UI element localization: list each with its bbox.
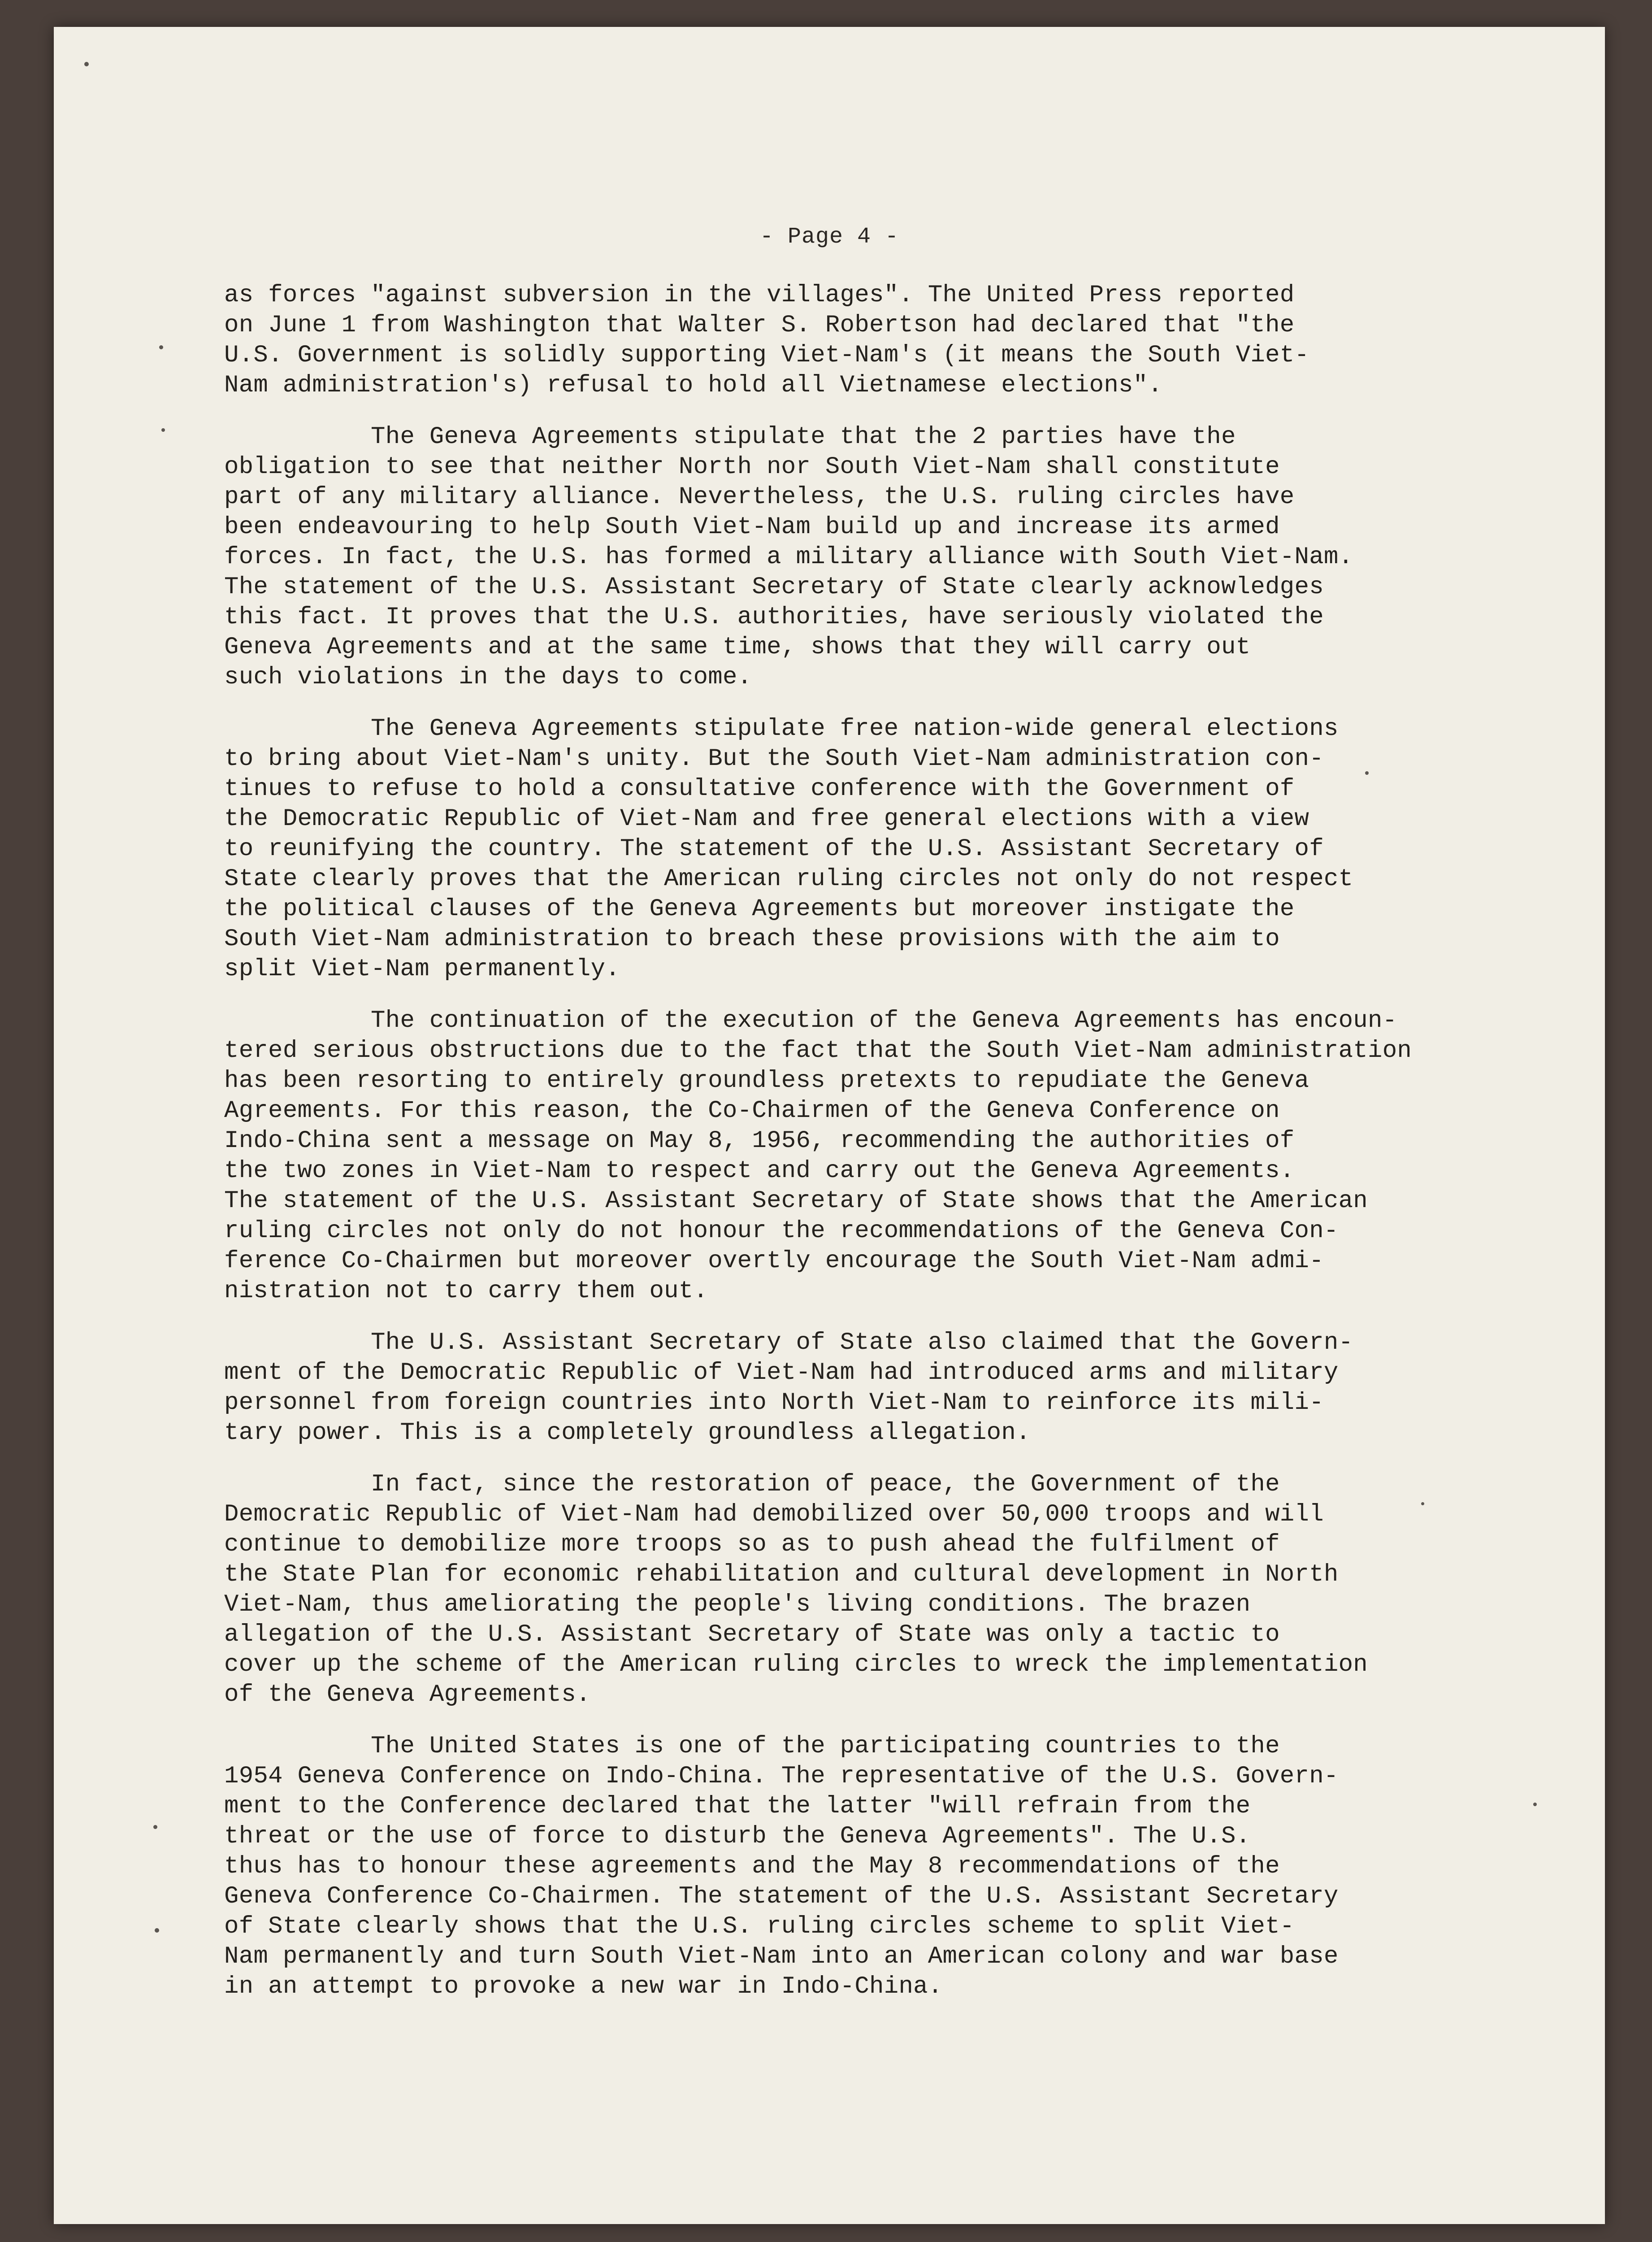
text-line: part of any military alliance. Nevertheless, the U.S. ruling circles have	[224, 483, 1295, 511]
text-line: allegation of the U.S. Assistant Secretary of State was only a tactic to	[224, 1621, 1280, 1648]
text-line: nistration not to carry them out.	[224, 1277, 708, 1305]
paragraph	[224, 1731, 1444, 2002]
text-line: the State Plan for economic rehabilitation and cultural development in North	[224, 1561, 1339, 1588]
text-line: of the Geneva Agreements.	[224, 1681, 591, 1708]
text-line: The statement of the U.S. Assistant Secretary of State shows that the American	[224, 1187, 1368, 1215]
text-line: Nam administration's) refusal to hold all Vietnamese elections".	[224, 372, 1163, 399]
text-line: as forces "against subversion in the villages". The United Press reported	[224, 282, 1295, 309]
paper-speck	[1421, 1502, 1424, 1505]
text-line: has been resorting to entirely groundless pretexts to repudiate the Geneva	[224, 1067, 1309, 1095]
paper-speck	[1365, 771, 1369, 775]
text-line: ment to the Conference declared that the latter "will refrain from the	[224, 1793, 1251, 1820]
text-line: this fact. It proves that the U.S. authorities, have seriously violated the	[224, 604, 1324, 631]
text-line: to reunifying the country. The statement of the U.S. Assistant Secretary of	[224, 835, 1324, 863]
text-line: ruling circles not only do not honour the recommendations of the Geneva Con-	[224, 1217, 1339, 1245]
text-line: tary power. This is a completely groundless allegation.	[224, 1419, 1031, 1447]
text-line: Geneva Agreements and at the same time, shows that they will carry out	[224, 634, 1251, 661]
text-line: Geneva Conference Co-Chairmen. The statement of the U.S. Assistant Secretary	[224, 1883, 1339, 1910]
text-line: The United States is one of the participating countries to the	[224, 1733, 1280, 1760]
page-number: - Page 4 -	[759, 224, 899, 250]
text-line: ference Co-Chairmen but moreover overtly encourage the South Viet-Nam admi-	[224, 1247, 1324, 1275]
text-line: been endeavouring to help South Viet-Nam build up and increase its armed	[224, 513, 1280, 541]
text-line: personnel from foreign countries into North Viet-Nam to reinforce its mili-	[224, 1389, 1324, 1416]
paper-speck	[153, 1825, 157, 1829]
text-line: The Geneva Agreements stipulate that the 2 parties have the	[224, 423, 1236, 451]
text-line: State clearly proves that the American ruling circles not only do not respect	[224, 865, 1353, 893]
paper-speck	[159, 345, 163, 349]
paragraph	[224, 1469, 1444, 1710]
text-line: to bring about Viet-Nam's unity. But the South Viet-Nam administration con-	[224, 745, 1324, 773]
text-line: 1954 Geneva Conference on Indo-China. The representative of the U.S. Govern-	[224, 1763, 1339, 1790]
text-line: U.S. Government is solidly supporting Viet-Nam's (it means the South Viet-	[224, 342, 1309, 369]
paragraph	[224, 422, 1444, 692]
document-body	[224, 280, 1444, 2002]
text-line: the political clauses of the Geneva Agreements but moreover instigate the	[224, 895, 1295, 923]
text-line: the two zones in Viet-Nam to respect and carry out the Geneva Agreements.	[224, 1157, 1295, 1185]
paragraph	[224, 1006, 1444, 1306]
text-line: of State clearly shows that the U.S. ruling circles scheme to split Viet-	[224, 1913, 1295, 1940]
text-line: continue to demobilize more troops so as to push ahead the fulfilment of	[224, 1531, 1280, 1558]
text-line: Agreements. For this reason, the Co-Chairmen of the Geneva Conference on	[224, 1097, 1280, 1125]
paper-speck	[161, 428, 165, 432]
text-line: on June 1 from Washington that Walter S. Robertson had declared that "the	[224, 312, 1295, 339]
text-line: in an attempt to provoke a new war in Indo-China.	[224, 1973, 943, 2000]
paragraph	[224, 280, 1444, 400]
text-line: thus has to honour these agreements and the May 8 recommendations of the	[224, 1853, 1280, 1880]
text-line: tered serious obstructions due to the fact that the South Viet-Nam administration	[224, 1037, 1412, 1065]
text-line: South Viet-Nam administration to breach these provisions with the aim to	[224, 925, 1280, 953]
text-line: cover up the scheme of the American ruling circles to wreck the implementation	[224, 1651, 1368, 1678]
text-line: The U.S. Assistant Secretary of State also claimed that the Govern-	[224, 1329, 1353, 1356]
text-line: The Geneva Agreements stipulate free nation-wide general elections	[224, 715, 1339, 743]
paper-speck	[155, 1928, 159, 1933]
text-line: threat or the use of force to disturb the Geneva Agreements". The U.S.	[224, 1823, 1251, 1850]
text-line: tinues to refuse to hold a consultative conference with the Government of	[224, 775, 1295, 803]
text-line: Democratic Republic of Viet-Nam had demobilized over 50,000 troops and will	[224, 1501, 1324, 1528]
text-line: the Democratic Republic of Viet-Nam and free general elections with a view	[224, 805, 1309, 833]
text-line: Viet-Nam, thus ameliorating the people's living conditions. The brazen	[224, 1591, 1251, 1618]
text-line: obligation to see that neither North nor South Viet-Nam shall constitute	[224, 453, 1280, 481]
text-line: forces. In fact, the U.S. has formed a military alliance with South Viet-Nam.	[224, 543, 1353, 571]
text-line: Indo-China sent a message on May 8, 1956, recommending the authorities of	[224, 1127, 1295, 1155]
text-line: The statement of the U.S. Assistant Secretary of State clearly acknowledges	[224, 574, 1324, 601]
text-line: In fact, since the restoration of peace, the Government of the	[224, 1471, 1280, 1498]
text-line: such violations in the days to come.	[224, 664, 752, 691]
text-line: split Viet-Nam permanently.	[224, 956, 620, 983]
document-page	[54, 27, 1605, 2224]
paper-speck	[84, 62, 89, 66]
text-line: The continuation of the execution of the Geneva Agreements has encoun-	[224, 1007, 1397, 1034]
paragraph	[224, 1328, 1444, 1448]
text-line: Nam permanently and turn South Viet-Nam into an American colony and war base	[224, 1943, 1339, 1970]
text-line: ment of the Democratic Republic of Viet-Nam had introduced arms and military	[224, 1359, 1339, 1386]
paragraph	[224, 714, 1444, 984]
paper-speck	[1533, 1803, 1537, 1806]
